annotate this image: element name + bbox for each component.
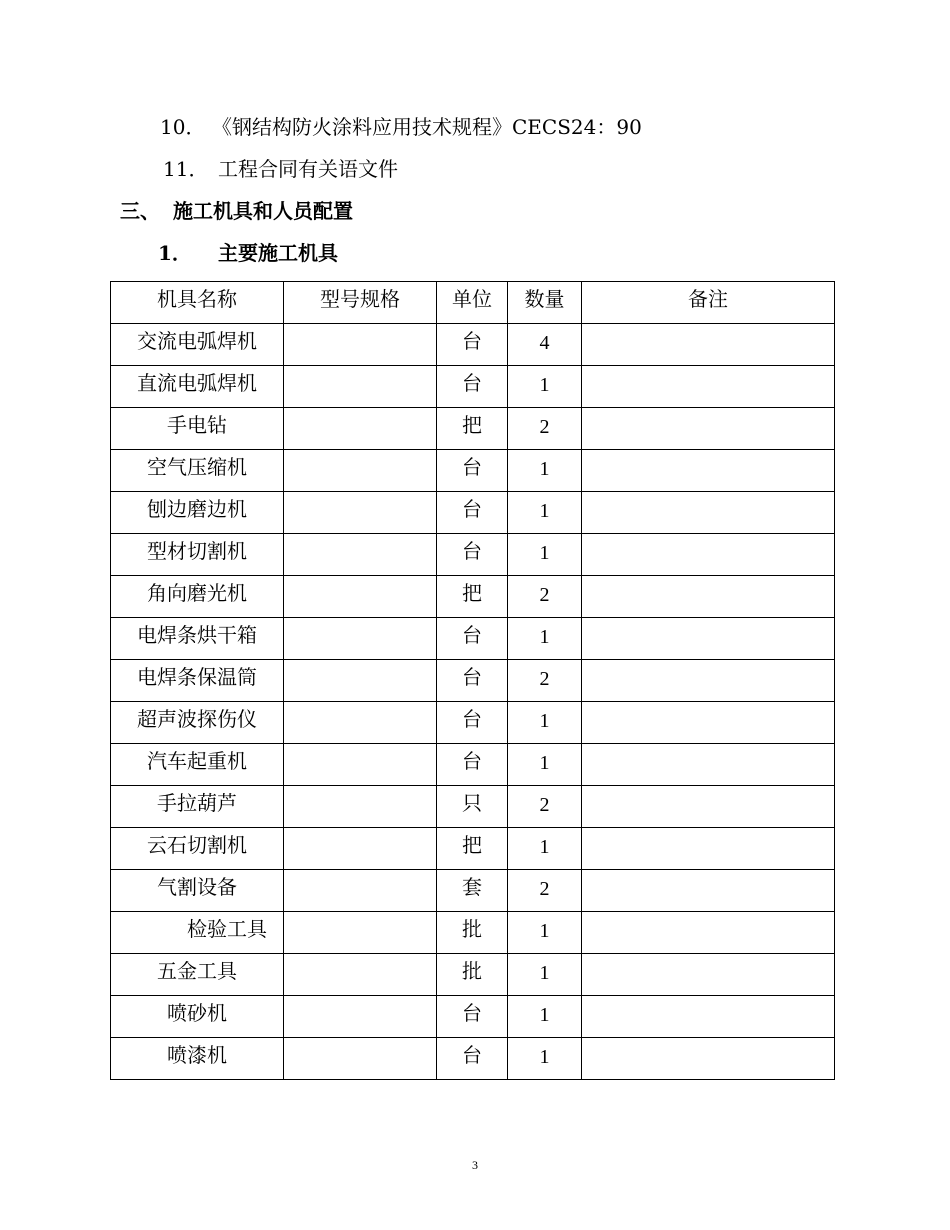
cell-note: [582, 870, 835, 912]
table-row: [111, 912, 835, 954]
subsection-heading: [158, 241, 338, 265]
cell-name: 云石切割机: [111, 828, 284, 870]
cell-unit: 把: [437, 828, 508, 870]
table-row: [111, 996, 835, 1038]
cell-name: 检验工具: [111, 912, 284, 954]
cell-name: 角向磨光机: [111, 576, 284, 618]
cell-unit: 只: [437, 786, 508, 828]
subsection-title: 主要施工机具: [218, 241, 338, 265]
equipment-table: [110, 281, 835, 1080]
cell-qty: 1: [508, 744, 582, 786]
cell-qty: 2: [508, 576, 582, 618]
cell-note: [582, 702, 835, 744]
cell-qty: 1: [508, 996, 582, 1038]
header-spec: 型号规格: [284, 282, 437, 324]
cell-unit: 把: [437, 408, 508, 450]
cell-qty: 2: [508, 870, 582, 912]
table-row: [111, 492, 835, 534]
cell-spec: [284, 954, 437, 996]
cell-note: [582, 786, 835, 828]
cell-unit: 台: [437, 324, 508, 366]
cell-qty: 1: [508, 534, 582, 576]
cell-name: 汽车起重机: [111, 744, 284, 786]
cell-qty: 2: [508, 786, 582, 828]
table-row: [111, 450, 835, 492]
cell-name: 超声波探伤仪: [111, 702, 284, 744]
cell-spec: [284, 1038, 437, 1080]
table-row: [111, 534, 835, 576]
cell-spec: [284, 660, 437, 702]
table-row: [111, 1038, 835, 1080]
cell-name: 交流电弧焊机: [111, 324, 284, 366]
cell-note: [582, 450, 835, 492]
cell-unit: 台: [437, 702, 508, 744]
table-row: [111, 324, 835, 366]
cell-qty: 1: [508, 954, 582, 996]
cell-spec: [284, 828, 437, 870]
cell-qty: 1: [508, 492, 582, 534]
cell-unit: 套: [437, 870, 508, 912]
cell-name: 电焊条烘干箱: [111, 618, 284, 660]
header-note: 备注: [582, 282, 835, 324]
cell-unit: 批: [437, 954, 508, 996]
cell-qty: 2: [508, 660, 582, 702]
cell-name: 手拉葫芦: [111, 786, 284, 828]
cell-qty: 1: [508, 1038, 582, 1080]
cell-note: [582, 324, 835, 366]
cell-unit: 台: [437, 534, 508, 576]
header-unit: 单位: [437, 282, 508, 324]
cell-qty: 1: [508, 702, 582, 744]
cell-name: 五金工具: [111, 954, 284, 996]
cell-note: [582, 996, 835, 1038]
cell-note: [582, 744, 835, 786]
header-qty: 数量: [508, 282, 582, 324]
cell-spec: [284, 912, 437, 954]
table-row: [111, 408, 835, 450]
cell-note: [582, 1038, 835, 1080]
reference-text: 工程合同有关语文件: [218, 157, 398, 181]
cell-note: [582, 660, 835, 702]
cell-spec: [284, 786, 437, 828]
page-number: 3: [472, 1158, 478, 1172]
cell-spec: [284, 618, 437, 660]
cell-unit: 台: [437, 492, 508, 534]
cell-spec: [284, 450, 437, 492]
table-row: [111, 786, 835, 828]
table-row: [111, 366, 835, 408]
cell-qty: 1: [508, 912, 582, 954]
cell-unit: 把: [437, 576, 508, 618]
cell-unit: 批: [437, 912, 508, 954]
cell-spec: [284, 492, 437, 534]
cell-name: 空气压缩机: [111, 450, 284, 492]
section-title: 施工机具和人员配置: [173, 199, 353, 223]
cell-note: [582, 576, 835, 618]
cell-spec: [284, 702, 437, 744]
cell-note: [582, 954, 835, 996]
cell-spec: [284, 870, 437, 912]
cell-name: 喷漆机: [111, 1038, 284, 1080]
cell-unit: 台: [437, 1038, 508, 1080]
cell-spec: [284, 996, 437, 1038]
cell-unit: 台: [437, 744, 508, 786]
cell-qty: 1: [508, 618, 582, 660]
cell-name: 气割设备: [111, 870, 284, 912]
cell-spec: [284, 366, 437, 408]
cell-note: [582, 912, 835, 954]
subsection-number: 1．: [158, 241, 192, 265]
cell-name: 手电钻: [111, 408, 284, 450]
table-row: [111, 660, 835, 702]
cell-note: [582, 408, 835, 450]
table-row: [111, 702, 835, 744]
table-row: [111, 618, 835, 660]
section-number: 三、: [120, 199, 160, 223]
reference-text: 《钢结构防火涂料应用技术规程》CECS24：90: [212, 115, 642, 139]
cell-unit: 台: [437, 660, 508, 702]
cell-qty: 1: [508, 366, 582, 408]
cell-spec: [284, 408, 437, 450]
cell-unit: 台: [437, 366, 508, 408]
reference-item-11: [163, 157, 398, 181]
reference-item-10: [160, 115, 642, 139]
reference-number: 11．: [163, 157, 209, 181]
table-row: [111, 744, 835, 786]
cell-note: [582, 534, 835, 576]
cell-qty: 4: [508, 324, 582, 366]
cell-note: [582, 492, 835, 534]
cell-qty: 1: [508, 450, 582, 492]
cell-name: 直流电弧焊机: [111, 366, 284, 408]
cell-name: 刨边磨边机: [111, 492, 284, 534]
cell-spec: [284, 324, 437, 366]
header-name: 机具名称: [111, 282, 284, 324]
cell-note: [582, 828, 835, 870]
cell-name: 型材切割机: [111, 534, 284, 576]
table-header-row: [111, 282, 835, 324]
table-row: [111, 870, 835, 912]
cell-unit: 台: [437, 450, 508, 492]
cell-note: [582, 366, 835, 408]
cell-name: 电焊条保温筒: [111, 660, 284, 702]
cell-name: 喷砂机: [111, 996, 284, 1038]
section-heading: [120, 199, 353, 223]
cell-qty: 1: [508, 828, 582, 870]
table-row: [111, 828, 835, 870]
cell-qty: 2: [508, 408, 582, 450]
cell-unit: 台: [437, 996, 508, 1038]
cell-spec: [284, 744, 437, 786]
cell-unit: 台: [437, 618, 508, 660]
table-row: [111, 576, 835, 618]
cell-spec: [284, 534, 437, 576]
reference-number: 10．: [160, 115, 206, 139]
cell-note: [582, 618, 835, 660]
table-row: [111, 954, 835, 996]
cell-spec: [284, 576, 437, 618]
